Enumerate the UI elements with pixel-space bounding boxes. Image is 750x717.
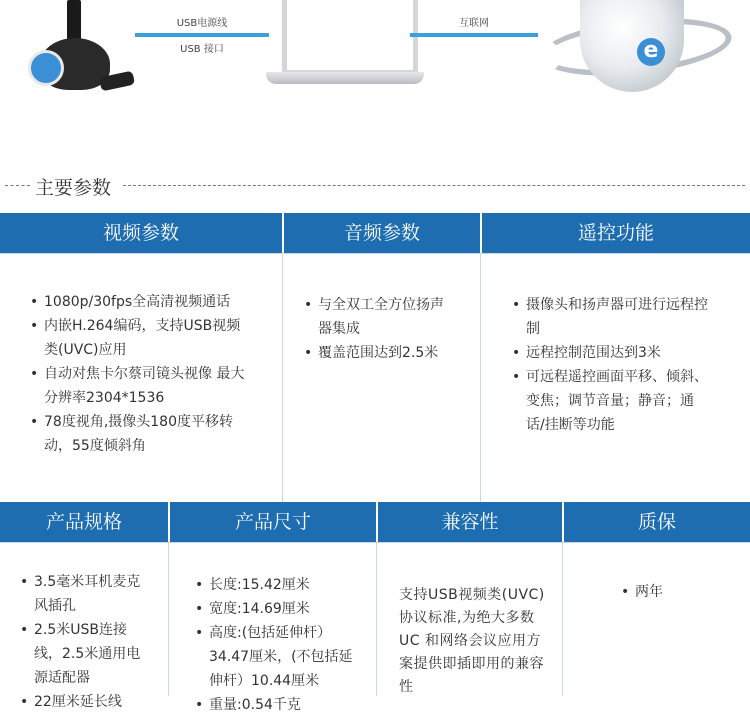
video-params-list — [30, 290, 248, 458]
laptop-base-image — [266, 72, 424, 84]
connection-diagram — [0, 0, 750, 110]
product-size-list — [195, 573, 363, 717]
column-separator — [562, 542, 563, 696]
column-separator — [376, 542, 377, 696]
list-item: • 两年 — [621, 580, 721, 604]
globe-icon — [580, 0, 684, 92]
header-remote-functions: 遥控功能 — [577, 222, 654, 244]
list-item: • 内嵌H.264编码，支持USB视频类(UVC)应用 — [30, 314, 248, 362]
list-item: • 远程控制范围达到3米 — [512, 341, 708, 365]
header-video-params: 视频参数 — [102, 222, 179, 244]
row-border — [0, 253, 750, 254]
divider-left — [5, 185, 30, 186]
table1-header — [0, 213, 750, 253]
table2-header — [0, 502, 750, 542]
list-item: • 长度:15.42厘米 — [195, 573, 363, 597]
audio-params-list — [304, 293, 456, 365]
header-product-specs: 产品规格 — [45, 511, 122, 533]
list-item: • 高度:(包括延伸杆）34.47厘米，(不包括延伸杆）10.44厘米 — [195, 621, 363, 693]
section-title: 主要参数 — [35, 177, 112, 199]
remote-functions-list — [512, 293, 708, 437]
internet-connection-line — [410, 33, 538, 37]
speakerphone-button-icon — [28, 50, 64, 86]
header-warranty: 质保 — [637, 511, 676, 533]
list-item: • 22厘米延长线 — [20, 690, 144, 714]
list-item: • 与全双工全方位扬声器集成 — [304, 293, 456, 341]
list-item: • 1080p/30fps全高清视频通话 — [30, 290, 248, 314]
list-item: • 自动对焦卡尔蔡司镜头视像 最大分辨率2304*1536 — [30, 362, 248, 410]
header-compatibility: 兼容性 — [441, 511, 499, 533]
usb-connection-line — [135, 33, 269, 37]
laptop-screen-image — [282, 0, 418, 75]
column-separator — [480, 253, 481, 502]
list-item: • 摄像头和扬声器可进行远程控制 — [512, 293, 708, 341]
list-item: • 3.5毫米耳机麦克风插孔 — [20, 570, 144, 618]
product-specs-list — [20, 570, 144, 714]
list-item: • 78度视角,摄像头180度平移转动，55度倾斜角 — [30, 410, 248, 458]
list-item: • 覆盖范围达到2.5米 — [304, 341, 456, 365]
row-border — [0, 542, 750, 543]
warranty-list — [621, 580, 721, 604]
column-separator — [168, 542, 169, 696]
column-separator — [282, 253, 283, 502]
header-audio-params: 音频参数 — [343, 222, 420, 244]
divider-right — [123, 185, 745, 186]
internet-explorer-icon: e — [637, 38, 665, 66]
list-item: • 可远程遥控画面平移、倾斜、变焦；调节音量；静音；通话/挂断等功能 — [512, 365, 708, 437]
list-item: • 2.5米USB连接线，2.5米通用电源适配器 — [20, 618, 144, 690]
list-item: • 宽度:14.69厘米 — [195, 597, 363, 621]
usb-port-label: USB 接口 — [180, 44, 224, 55]
compatibility-text: 支持USB视频类(UVC)协议标准,为绝大多数 UC 和网络会议应用方案提供即插即用的兼容性 — [399, 587, 545, 695]
usb-cable-label: USB电源线 — [176, 18, 228, 29]
internet-label: 互联网 — [459, 18, 489, 29]
list-item: • 重量:0.54千克 — [195, 693, 363, 717]
header-product-size: 产品尺寸 — [234, 511, 311, 533]
